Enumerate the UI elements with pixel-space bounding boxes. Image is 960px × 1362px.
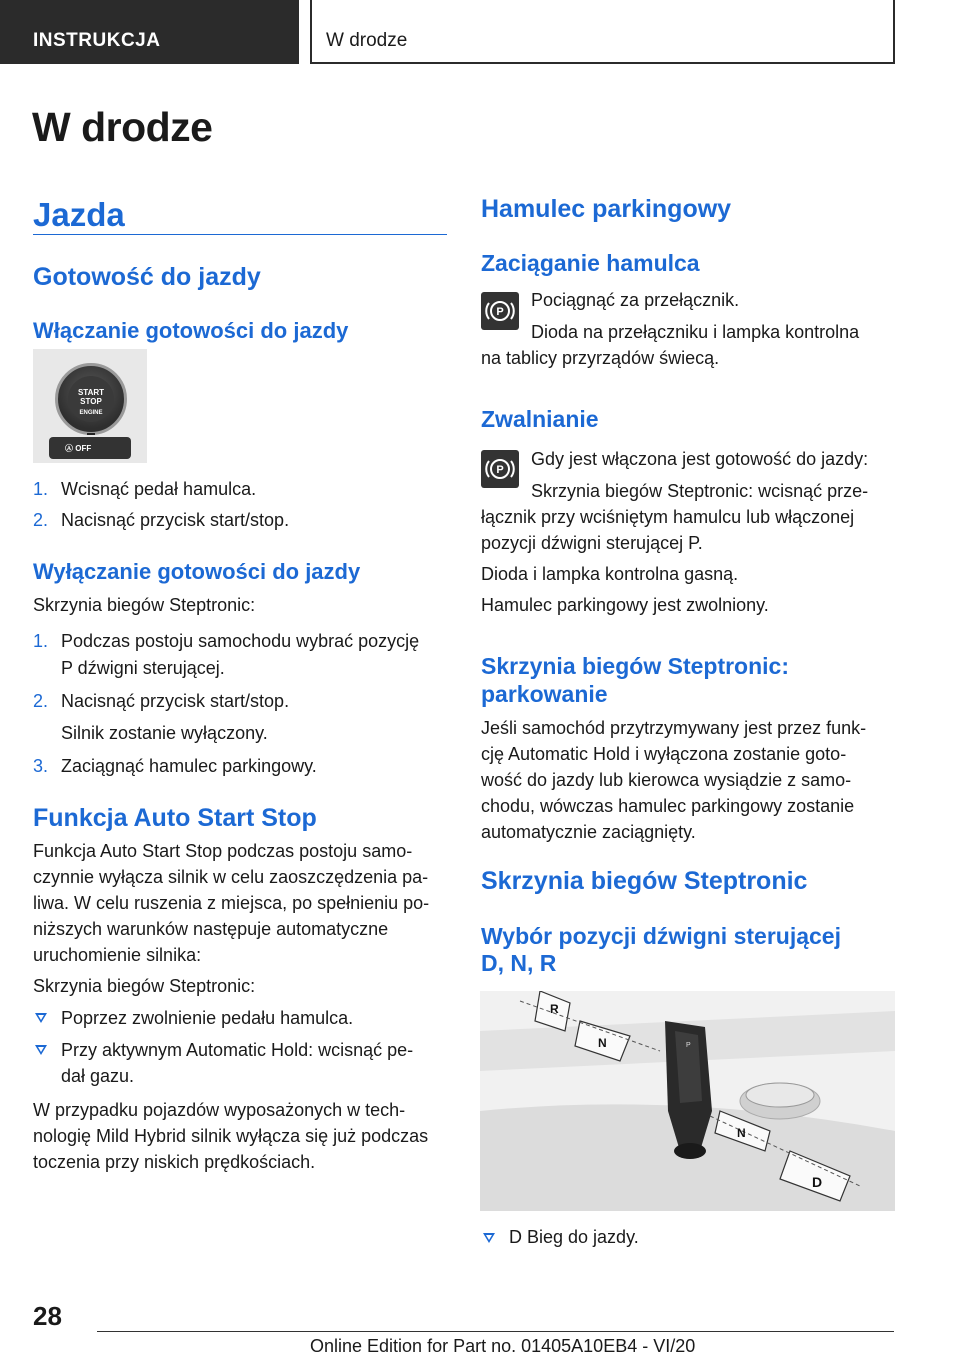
stop-text: STOP — [80, 397, 102, 406]
step-number: 3. — [33, 756, 49, 776]
step-number: 2. — [33, 691, 49, 711]
gear-label-n: N — [598, 1036, 607, 1050]
bullet-text: D Bieg do jazdy. — [509, 1227, 639, 1247]
step-text: Nacisnąć przycisk start/stop. — [61, 691, 290, 711]
paragraph-line: Funkcja Auto Start Stop podczas postoju samo- — [33, 841, 413, 861]
paragraph-line: łącznik przy wciśniętym hamulcu lub włączonej — [481, 507, 855, 527]
parking-brake-icon — [481, 450, 519, 488]
step-text: Nacisnąć przycisk start/stop. — [61, 510, 290, 530]
paragraph-line: Dioda na przełączniku i lampka kontrolna — [531, 322, 860, 342]
header-section-tab: INSTRUKCJA — [0, 0, 299, 64]
step-text: Silnik zostanie wyłączony. — [61, 723, 268, 743]
heading-steptronic: Skrzynia biegów Steptronic — [481, 867, 808, 895]
paragraph-line: Dioda i lampka kontrolna gasną. — [481, 564, 739, 584]
paragraph-line: automatycznie zaciągnięty. — [481, 822, 696, 842]
paragraph-line: toczenia przy niskich prędkościach. — [33, 1152, 316, 1172]
heading-wybor: D, N, R — [481, 950, 557, 976]
gear-label-p: P — [686, 1042, 691, 1049]
page-number: 28 — [33, 1301, 62, 1331]
paragraph-line: Pociągnąć za przełącznik. — [531, 290, 740, 310]
gear-label-r: R — [550, 1002, 559, 1016]
start-stop-ring — [55, 363, 127, 435]
svg-text:P: P — [496, 464, 504, 476]
heading-wylaczanie: Wyłączanie gotowości do jazdy — [33, 559, 361, 584]
step-number: 1. — [33, 631, 49, 651]
step-number: 2. — [33, 510, 49, 530]
separator-dash — [87, 433, 95, 435]
bullet-text: Przy aktywnym Automatic Hold: wcisnąć pe- — [61, 1040, 414, 1060]
auto-start-stop-off-button: Ⓐ OFF — [49, 437, 131, 459]
gear-label-n: N — [737, 1126, 746, 1140]
bullet-triangle-icon — [35, 1013, 47, 1023]
engine-text: ENGINE — [79, 410, 103, 416]
intro-text: Skrzynia biegów Steptronic: — [33, 595, 256, 615]
heading-rule — [33, 234, 447, 235]
paragraph-line: niższych warunków następuje automatyczne — [33, 919, 389, 939]
heading-zwalnianie: Zwalnianie — [481, 406, 599, 432]
footer-rule — [97, 1331, 894, 1332]
step-text: Podczas postoju samochodu wybrać pozycję — [61, 631, 420, 651]
footer-edition: Online Edition for Part no. 01405A10EB4 - VI/20 — [310, 1336, 696, 1356]
paragraph-line: uruchomienie silnika: — [33, 945, 202, 965]
heading-gotowosc: Gotowość do jazdy — [33, 263, 261, 291]
paragraph-line: cję Automatic Hold i wyłączona zostanie goto- — [481, 744, 847, 764]
start-stop-button-image — [33, 349, 147, 463]
start-stop-label — [68, 376, 114, 422]
paragraph-line: Hamulec parkingowy jest zwolniony. — [481, 595, 769, 615]
step-text: Wcisnąć pedał hamulca. — [61, 479, 257, 499]
paragraph-line: chodu, wówczas hamulec parkingowy zostanie — [481, 796, 855, 816]
paragraph-line: Gdy jest włączona jest gotowość do jazdy: — [531, 449, 869, 469]
parking-brake-icon — [481, 292, 519, 330]
heading-parkowanie: Skrzynia biegów Steptronic: — [481, 653, 789, 679]
gear-selector-image — [480, 991, 895, 1211]
bullet-triangle-icon — [483, 1233, 495, 1243]
heading-parkowanie: parkowanie — [481, 681, 608, 707]
paragraph-line: na tablicy przyrządów świecą. — [481, 348, 720, 368]
paragraph-line: Skrzynia biegów Steptronic: wcisnąć prze- — [531, 481, 869, 501]
heading-zaciaganie: Zaciąganie hamulca — [481, 250, 700, 276]
heading-wlaczanie: Włączanie gotowości do jazdy — [33, 318, 349, 343]
paragraph-line: liwa. W celu ruszenia z miejsca, po spełnieniu po- — [33, 893, 430, 913]
off-text: OFF — [75, 444, 92, 453]
heading-hamulec: Hamulec parkingowy — [481, 195, 732, 223]
paragraph-line: Jeśli samochód przytrzymywany jest przez funk- — [481, 718, 867, 738]
bullet-text: Poprzez zwolnienie pedału hamulca. — [61, 1008, 354, 1028]
paragraph-line: W przypadku pojazdów wyposażonych w tech- — [33, 1100, 406, 1120]
paragraph-line: nologię Mild Hybrid silnik wyłącza się już podczas — [33, 1126, 429, 1146]
step-text: P dźwigni sterującej. — [61, 658, 225, 678]
bullet-text: dał gazu. — [61, 1066, 135, 1086]
heading-wybor: Wybór pozycji dźwigni sterującej — [481, 923, 841, 949]
header-chapter-tab: W drodze — [310, 0, 895, 64]
paragraph-line: pozycji dźwigni sterującej P. — [481, 533, 703, 553]
step-text: Zaciągnąć hamulec parkingowy. — [61, 756, 317, 776]
bullet-triangle-icon — [35, 1045, 47, 1055]
paragraph-line: wość do jazdy lub kierowca wysiądzie z samo- — [481, 770, 852, 790]
svg-text:P: P — [496, 306, 504, 318]
paragraph-line: czynnie wyłącza silnik w celu zaoszczędzenia pa- — [33, 867, 429, 887]
start-text: START — [77, 388, 105, 397]
page-title: W drodze — [32, 104, 213, 150]
heading-jazda: Jazda — [33, 196, 125, 233]
step-number: 1. — [33, 479, 49, 499]
gear-label-d: D — [812, 1174, 823, 1190]
intro-text: Skrzynia biegów Steptronic: — [33, 976, 256, 996]
heading-auto-start-stop: Funkcja Auto Start Stop — [33, 804, 317, 832]
